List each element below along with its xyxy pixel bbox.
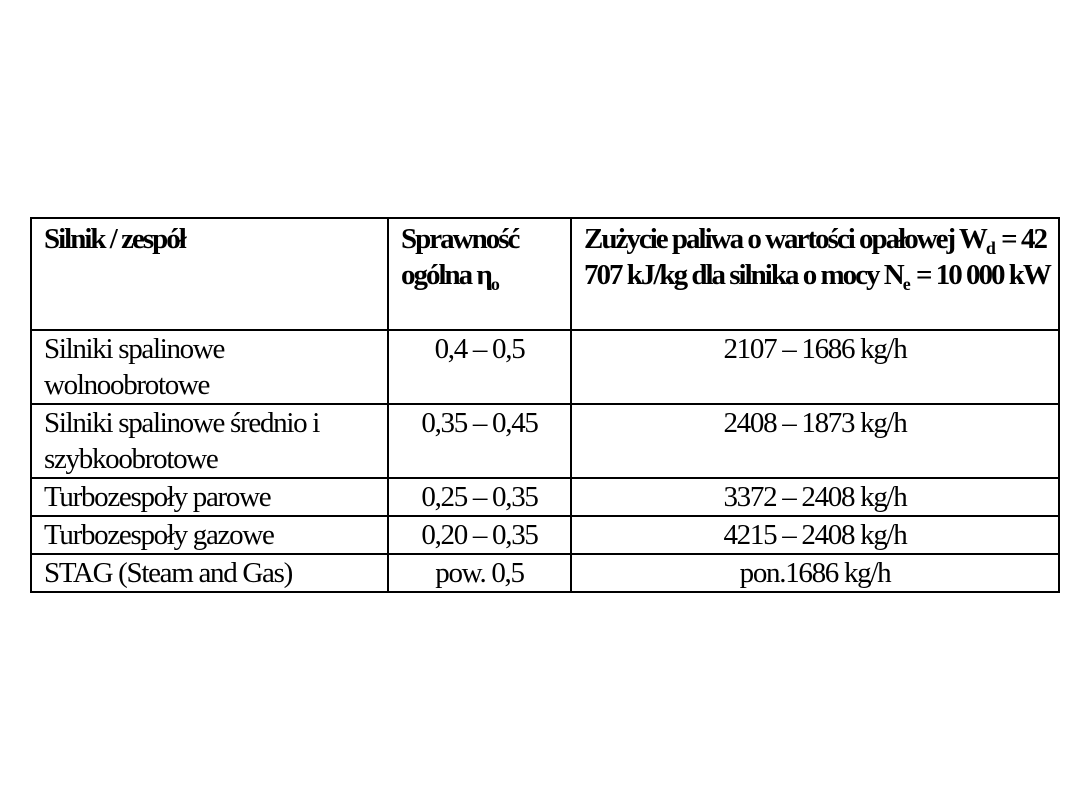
cell-engine: Silniki spalinowe średnio i szybkoobrotowe <box>31 404 388 478</box>
header-engine: Silnik / zespół <box>31 218 388 330</box>
cell-efficiency: 0,25 – 0,35 <box>388 478 571 516</box>
cell-engine: Turbozespoły parowe <box>31 478 388 516</box>
table-row <box>31 478 1059 516</box>
table-row <box>31 516 1059 554</box>
table-header-row <box>31 218 1059 330</box>
cell-efficiency: pow. 0,5 <box>388 554 571 592</box>
cell-engine: Turbozespoły gazowe <box>31 516 388 554</box>
header-fuel-consumption: Zużycie paliwa o wartości opałowej $W_d = 42$ 707 kJ/kg dla silnika o mocy $N_e = 10$ 000 kW <box>571 218 1059 330</box>
cell-engine: STAG (Steam and Gas) <box>31 554 388 592</box>
fuel-consumption-table-container <box>30 217 1058 593</box>
cell-consumption: 3372 – 2408 kg/h <box>571 478 1059 516</box>
cell-efficiency: 0,35 – 0,45 <box>388 404 571 478</box>
cell-efficiency: 0,20 – 0,35 <box>388 516 571 554</box>
cell-consumption: pon.1686 kg/h <box>571 554 1059 592</box>
cell-efficiency: 0,4 – 0,5 <box>388 330 571 404</box>
table-row <box>31 330 1059 404</box>
cell-engine: Silniki spalinowe wolnoobrotowe <box>31 330 388 404</box>
header-efficiency: Sprawność ogólna $\eta_o$ <box>388 218 571 330</box>
cell-consumption: 2408 – 1873 kg/h <box>571 404 1059 478</box>
table-row <box>31 554 1059 592</box>
cell-consumption: 2107 – 1686 kg/h <box>571 330 1059 404</box>
cell-consumption: 4215 – 2408 kg/h <box>571 516 1059 554</box>
fuel-consumption-table <box>30 217 1060 593</box>
table-row <box>31 404 1059 478</box>
